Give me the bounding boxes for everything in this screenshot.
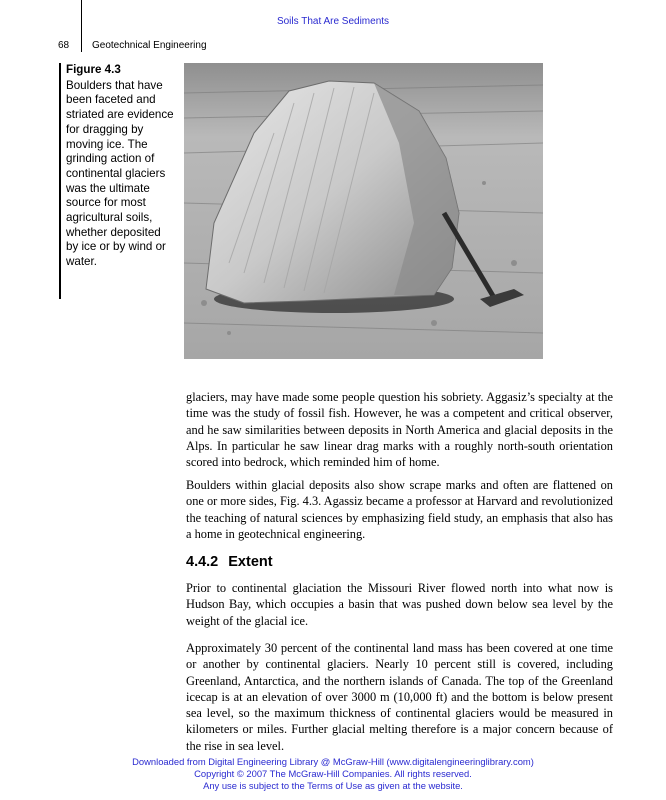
section-number: 4.4.2 bbox=[186, 554, 219, 570]
section-paragraph-1: Prior to continental glaciation the Missouri River flowed north into what now is Hudson Bay, which occupies a basin that was pushed down below sea level by the weight of the glacial ice. bbox=[186, 581, 613, 628]
section-paragraph-2: Approximately 30 percent of the continental land mass has been covered at one time or another by continental glaciers. Nearly 10 percent still is covered, including Greenland, Antarctica, and the northern islands of Canada. The top of the Greenland icecap is at an elevation of over 3000 m (10,000 ft) and the bottom is below present sea level, so the maximum thickness of continental glaciers would be measured in kilometers or miles. Further glacial melting therefore is a major concern because of the rise in sea level. bbox=[186, 641, 613, 753]
section-heading bbox=[186, 554, 273, 570]
footer-terms-link[interactable]: Any use is subject to the Terms of Use as given at the website. bbox=[203, 780, 463, 791]
section-title: Extent bbox=[228, 554, 273, 570]
figure-caption-text: Boulders that have been faceted and striated are evidence for dragging by moving ice. The grinding action of continental glaciers was the ultimate source for most agricultural soils, whether deposited by ice or by wind or water. bbox=[66, 78, 174, 269]
page-header bbox=[58, 40, 207, 51]
body-paragraph-2: Boulders within glacial deposits also show scrape marks and often are flattened on one or more sides, Fig. 4.3. Agassiz became a professor at Harvard and revolutionized the teaching of natural sciences by emphasizing field study, an emphasis that also has a home in geotechnical engineering. bbox=[186, 478, 614, 541]
footer-copyright: Copyright © 2007 The McGraw-Hill Companies. All rights reserved. bbox=[194, 768, 472, 779]
boulder-photo-image bbox=[184, 63, 543, 359]
book-title: Geotechnical Engineering bbox=[92, 40, 207, 51]
figure-photo bbox=[184, 63, 543, 359]
figure-caption bbox=[59, 63, 175, 299]
body-paragraph-1: glaciers, may have made some people question his sobriety. Aggasiz’s specialty at the time was the study of fossil fish. However, he was a competent and critical observer, and he saw similarities between deposits in North America and glacial deposits in the Alps. In particular he saw linear drag marks with a roughly north-south orientation scored into bedrock, which reminded him of home. bbox=[186, 390, 613, 470]
footer-download-link[interactable]: Downloaded from Digital Engineering Library @ McGraw-Hill (www.digitalengineeringlibrary.com) bbox=[132, 756, 534, 767]
running-head: Soils That Are Sediments bbox=[276, 16, 390, 27]
page-number: 68 bbox=[58, 40, 70, 51]
figure-label: Figure 4.3 bbox=[66, 63, 121, 76]
